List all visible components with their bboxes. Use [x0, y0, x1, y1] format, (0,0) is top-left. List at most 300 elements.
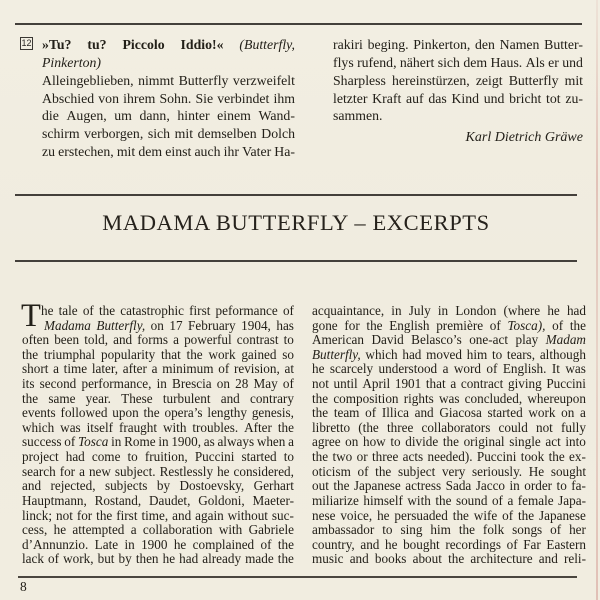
word: already — [202, 552, 242, 567]
word: events — [22, 406, 56, 421]
text-line — [312, 552, 586, 567]
word: architecture — [470, 552, 533, 567]
track-annotation-right-column — [333, 36, 583, 146]
text-line — [312, 421, 586, 436]
word: on — [150, 318, 164, 333]
word: Hauptmann, — [22, 493, 87, 508]
word: Wand- — [258, 108, 295, 124]
word: project — [22, 450, 59, 465]
word: scarcely — [329, 362, 374, 377]
word: told, — [84, 333, 109, 348]
word: he — [377, 508, 390, 523]
word: two — [332, 450, 353, 465]
word: the — [312, 450, 329, 465]
word: Gerhart — [253, 479, 294, 494]
word: word — [453, 362, 481, 377]
word: collaboration — [142, 523, 213, 538]
word: a — [151, 362, 158, 377]
word: and — [172, 508, 192, 523]
word: and — [538, 552, 558, 567]
word: of — [82, 304, 94, 318]
word: giving — [507, 377, 542, 392]
word: of — [218, 362, 230, 377]
word: then — [135, 552, 159, 567]
word: He — [528, 464, 545, 479]
word: the — [277, 420, 294, 435]
text-line — [312, 348, 586, 363]
word: started — [487, 406, 523, 421]
word: when — [256, 435, 286, 450]
word: to — [283, 333, 294, 348]
word: three — [371, 450, 399, 465]
word: powerful — [184, 333, 232, 348]
text-line — [44, 319, 294, 334]
text-line — [42, 90, 295, 108]
word: April — [362, 377, 391, 392]
drop-cap: T — [21, 298, 41, 334]
word: act — [545, 435, 561, 450]
word: for — [59, 464, 76, 479]
word: Abschied — [42, 90, 95, 106]
word: 1900 — [141, 537, 168, 552]
word: wife — [473, 508, 498, 523]
word: that — [425, 377, 446, 392]
word: première — [436, 318, 484, 333]
word: mit — [116, 144, 136, 160]
word: always — [217, 435, 255, 450]
word: of — [365, 406, 377, 421]
word: a — [580, 406, 586, 421]
word: he — [162, 552, 176, 567]
word: oticism — [312, 464, 351, 479]
word: Pinkerton, — [413, 37, 471, 52]
word: minimum — [162, 362, 214, 377]
word: the — [277, 552, 294, 567]
word: Vater — [242, 144, 272, 160]
word: a — [507, 493, 514, 508]
word: Giacosa — [439, 406, 482, 421]
word: Restlessly — [159, 464, 214, 479]
word: (the — [358, 420, 379, 435]
word: Augen, — [66, 108, 107, 124]
word: after — [122, 362, 147, 377]
word: of — [489, 318, 501, 333]
word: divide — [405, 435, 439, 450]
word: has — [276, 318, 294, 333]
word: single — [509, 435, 541, 450]
word: Maeter- — [252, 493, 294, 508]
word: agree — [312, 435, 341, 450]
word: but — [97, 552, 115, 567]
word: until — [333, 377, 358, 392]
word: a — [450, 377, 457, 392]
word: bought — [403, 537, 440, 552]
word: miliarize — [312, 493, 359, 508]
text-line — [312, 538, 586, 553]
word: tot — [546, 90, 561, 106]
word: its — [22, 377, 35, 392]
word: flys — [333, 54, 354, 70]
word: seriously. — [472, 464, 523, 479]
word: the — [96, 508, 113, 523]
word: 1901 — [394, 377, 422, 392]
word: out — [312, 479, 329, 494]
word: although — [539, 347, 586, 362]
word: to — [283, 450, 294, 465]
word: Namen — [499, 37, 540, 52]
word: to — [127, 450, 138, 465]
word: 28 — [235, 377, 249, 392]
word: »Tu? — [42, 37, 72, 52]
text-line — [42, 36, 295, 54]
word: the — [435, 493, 452, 508]
word: order — [524, 479, 553, 494]
text-line — [333, 54, 583, 72]
word: in — [391, 304, 402, 318]
word: London — [455, 304, 497, 318]
text-line — [312, 377, 586, 392]
word: rejected, — [50, 479, 96, 494]
word: a — [173, 333, 179, 348]
word: could — [498, 420, 528, 435]
word: was — [565, 362, 586, 377]
word: had — [566, 304, 586, 318]
word: letzter — [333, 90, 368, 106]
word: contrast — [236, 333, 279, 348]
word: These — [121, 391, 153, 406]
word: moved — [426, 347, 463, 362]
word: Kind — [451, 90, 480, 106]
word: Jacco — [475, 479, 506, 494]
word: search — [22, 464, 56, 479]
text-line — [22, 333, 294, 348]
track-number-badge: 12 — [21, 38, 32, 48]
word: the — [333, 479, 350, 494]
word: had — [65, 450, 85, 465]
word: second — [39, 377, 77, 392]
word: und — [483, 90, 505, 106]
word: subjects — [104, 479, 148, 494]
word: fully — [561, 420, 586, 435]
word: with — [162, 420, 187, 435]
word: that — [160, 347, 181, 362]
word: whereupon — [527, 391, 586, 406]
word: with — [407, 493, 431, 508]
word: den — [475, 37, 495, 52]
word: and — [113, 333, 133, 348]
word: as — [203, 435, 215, 450]
title-rule-upper — [15, 194, 577, 196]
word: turbulent — [162, 391, 211, 406]
text-line — [312, 319, 586, 334]
word: It — [551, 362, 560, 377]
word: of — [64, 435, 76, 450]
word: started — [241, 450, 277, 465]
word: das — [428, 90, 447, 106]
word: 1904, — [241, 318, 271, 333]
word: for — [76, 508, 93, 523]
word: and — [220, 391, 240, 406]
text-line — [312, 406, 586, 421]
word: work — [208, 347, 236, 362]
word: suc- — [271, 508, 294, 523]
word: the — [569, 318, 586, 333]
word: in — [437, 304, 449, 318]
word: David — [371, 333, 404, 348]
word: acquaintance, — [312, 304, 385, 318]
word: contract — [460, 377, 504, 392]
text-line — [312, 509, 586, 524]
text-line — [312, 392, 586, 407]
word: success — [22, 435, 62, 450]
word: himself — [363, 493, 403, 508]
word: Alleingeblieben, — [42, 72, 134, 88]
word: mit — [564, 72, 583, 88]
word: he — [312, 362, 325, 377]
word: time — [63, 362, 88, 377]
word: play — [515, 333, 539, 348]
word: verborgen, — [84, 126, 144, 142]
word: demselben — [197, 126, 257, 142]
text-line — [22, 465, 294, 480]
word: time, — [141, 508, 169, 523]
word: the — [452, 508, 469, 523]
word: had — [179, 552, 199, 567]
word: by — [156, 479, 171, 494]
word: often — [22, 333, 50, 348]
word: schirm — [42, 126, 80, 142]
word: Butterfly, — [96, 318, 146, 333]
word: original — [463, 435, 505, 450]
word: a — [53, 362, 59, 377]
word: and — [360, 537, 380, 552]
text-line — [42, 125, 295, 143]
word: forms — [137, 333, 169, 348]
word: Late — [94, 537, 119, 552]
word: rights — [403, 391, 434, 406]
word: in — [124, 537, 135, 552]
word: the — [98, 304, 116, 318]
word: hinter — [177, 108, 210, 124]
word: beging. — [367, 37, 409, 52]
word: in — [509, 479, 520, 494]
word: of — [550, 523, 562, 538]
word: sing — [400, 523, 423, 538]
word: of — [506, 537, 518, 552]
word: sound — [455, 493, 488, 508]
word: und — [562, 54, 583, 70]
word: to — [382, 523, 393, 538]
word: Japa- — [558, 493, 586, 508]
word: Puccini — [476, 450, 517, 465]
text-line — [22, 479, 294, 494]
word: February — [188, 318, 236, 333]
word: fa- — [571, 479, 586, 494]
word: Puccini — [546, 377, 586, 392]
word: English. — [502, 362, 547, 377]
word: collaborators — [421, 420, 491, 435]
word: lack — [22, 552, 44, 567]
word: first — [189, 304, 211, 318]
word: concluded, — [464, 391, 523, 406]
word: which — [22, 420, 55, 435]
word: at — [284, 362, 294, 377]
word: him — [466, 347, 488, 362]
word: troubles. — [192, 420, 239, 435]
word: Pinkerton) — [42, 54, 102, 70]
word: first — [116, 508, 138, 523]
word: auch — [194, 144, 221, 160]
word: the — [312, 406, 329, 421]
word: same — [48, 391, 76, 406]
word: to — [390, 435, 401, 450]
word: and — [22, 479, 42, 494]
word: auf — [406, 90, 424, 106]
word: Goldoni, — [198, 493, 245, 508]
word: needed). — [427, 450, 473, 465]
word: tale — [58, 304, 78, 318]
word: or — [356, 450, 368, 465]
word: rufend, — [357, 54, 397, 70]
word: peformance — [215, 304, 278, 318]
word: linck; — [22, 508, 53, 523]
word: again — [195, 508, 224, 523]
word: tears, — [506, 347, 536, 362]
word: d’Annunzio. — [22, 537, 89, 552]
page-number: 8 — [20, 579, 27, 594]
word: einst — [165, 144, 192, 160]
word: zeigt — [475, 72, 503, 88]
text-line — [41, 304, 294, 319]
word: Sohn. — [159, 90, 192, 106]
word: of — [502, 508, 514, 523]
word: was — [60, 420, 81, 435]
word: understood — [378, 362, 438, 377]
text-line — [312, 333, 586, 348]
text-line — [42, 143, 295, 161]
word: the — [366, 318, 383, 333]
word: persuaded — [394, 508, 448, 523]
word: itself — [86, 420, 113, 435]
word: sich — [437, 54, 460, 70]
word: composition — [333, 391, 399, 406]
text-line — [42, 107, 295, 125]
word: Dostoevsky, — [179, 479, 245, 494]
word: which — [365, 347, 398, 362]
word: female — [517, 493, 554, 508]
text-line — [22, 538, 294, 553]
word: Puccini — [194, 450, 235, 465]
text-line — [22, 450, 294, 465]
word: genesis, — [251, 406, 294, 421]
word: Als — [525, 54, 545, 70]
word: of — [48, 552, 60, 567]
word: contrary — [249, 391, 294, 406]
word: not — [535, 420, 553, 435]
word: of — [552, 318, 564, 333]
word: er — [548, 54, 559, 70]
word: opera’s — [164, 406, 203, 421]
word: Iddio!« — [180, 37, 224, 52]
text-line — [22, 421, 294, 436]
word: the — [143, 406, 160, 421]
word: not — [56, 508, 73, 523]
word: voice, — [340, 508, 373, 523]
word: actress — [405, 479, 442, 494]
word: dem — [138, 144, 163, 160]
text-line — [42, 72, 295, 90]
word: come — [91, 450, 121, 465]
word: Sharpless — [333, 72, 386, 88]
word: (Butterfly, — [239, 37, 295, 52]
word: hereinstürzen, — [391, 72, 470, 88]
word: into — [565, 435, 586, 450]
word: the — [448, 552, 465, 567]
word: on — [561, 406, 575, 421]
word: ihm — [273, 90, 295, 106]
word: Rome — [124, 435, 156, 450]
word: libretto — [312, 420, 351, 435]
word: verzweifelt — [232, 72, 295, 88]
text-line — [312, 304, 586, 319]
word: of — [491, 493, 503, 508]
text-line — [333, 90, 583, 108]
word: been — [54, 333, 80, 348]
word: English — [389, 318, 430, 333]
word: ambassador — [312, 523, 375, 538]
word: was — [438, 391, 460, 406]
word: and — [349, 552, 369, 567]
word: Japanese — [539, 508, 586, 523]
word: books — [374, 552, 407, 567]
word: Butterfly, — [312, 347, 361, 362]
word: followed — [60, 406, 108, 421]
section-title: MADAMA BUTTERFLY – EXCERPTS — [102, 210, 490, 235]
word: the — [548, 450, 565, 465]
word: one-act — [469, 333, 508, 348]
word: sich — [147, 126, 171, 142]
word: he — [53, 523, 67, 538]
word: for — [344, 318, 360, 333]
text-line — [333, 36, 583, 54]
word: of — [282, 304, 294, 318]
word: considered, — [233, 464, 294, 479]
track-annotation-left-column — [42, 36, 295, 161]
word: songs — [512, 523, 543, 538]
text-line — [22, 435, 294, 450]
text-line — [333, 107, 583, 125]
word: Daudet, — [148, 493, 191, 508]
text-line — [22, 494, 294, 509]
text-line — [22, 377, 294, 392]
text-line — [22, 362, 294, 377]
title-rule-lower — [15, 260, 577, 262]
word: had — [402, 347, 422, 362]
word: performance, — [81, 377, 152, 392]
word: the — [186, 347, 203, 362]
word: Eastern — [546, 537, 586, 552]
word: ihrem — [123, 90, 156, 106]
text-line — [312, 479, 586, 494]
text-line — [333, 72, 583, 90]
word: ex- — [569, 450, 586, 465]
word: on — [345, 435, 359, 450]
word: with — [218, 523, 243, 538]
word: made — [245, 552, 274, 567]
word: work — [528, 406, 556, 421]
word: zu — [42, 144, 56, 160]
word: ihr — [223, 144, 239, 160]
